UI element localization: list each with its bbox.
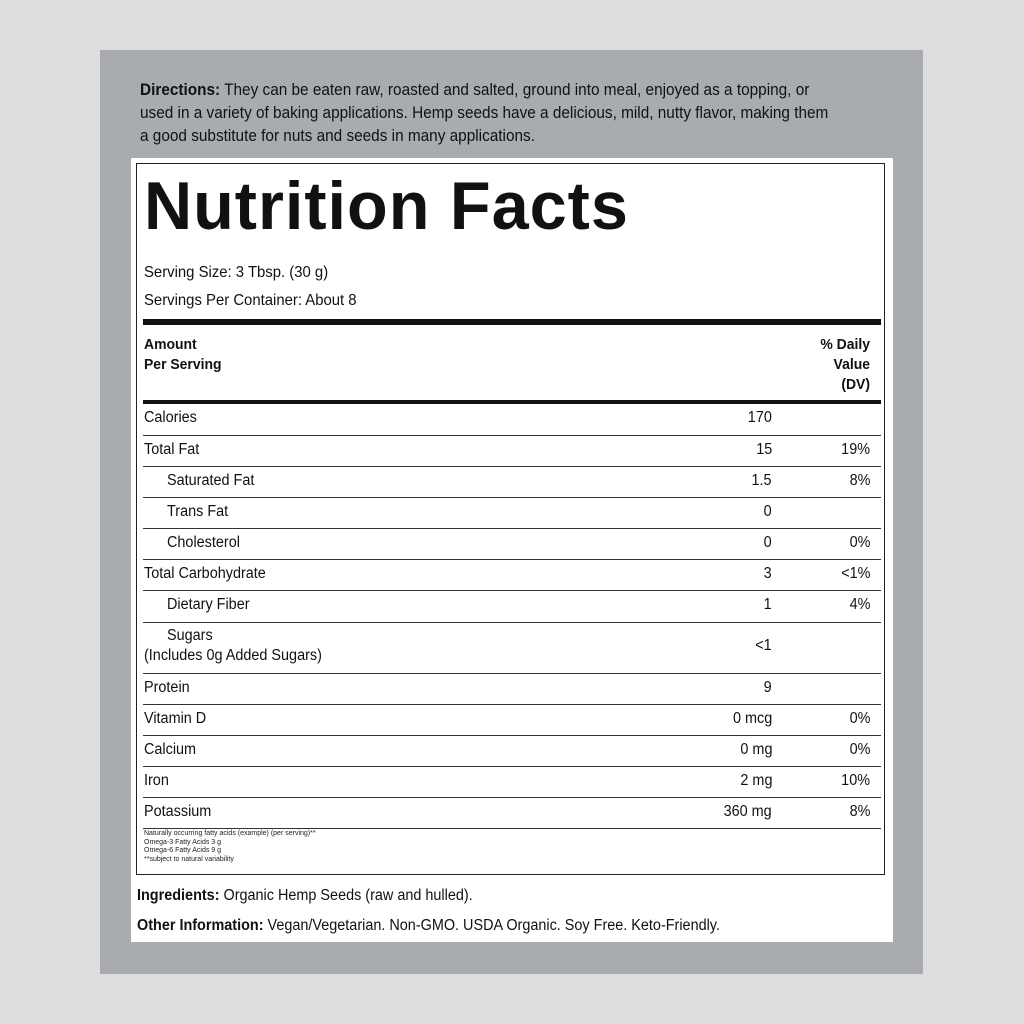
nutrient-row — [143, 436, 881, 467]
nutrient-name: Total Fat — [144, 441, 200, 458]
nutrient-amount: 360 mg — [723, 803, 772, 820]
amount-header-line1: Amount — [144, 336, 197, 353]
nutrient-row — [143, 736, 881, 767]
divider-thick — [143, 319, 881, 325]
serving-size: Serving Size: 3 Tbsp. (30 g) — [144, 264, 329, 281]
nutrient-name: Potassium — [144, 803, 212, 820]
nutrient-dv: 8% — [849, 803, 870, 820]
nutrient-row — [143, 798, 881, 829]
nutrient-name: Vitamin D — [144, 710, 207, 727]
directions-label: Directions: — [140, 81, 221, 99]
amount-header-line2: Per Serving — [144, 356, 222, 373]
nutrient-name: Cholesterol — [167, 534, 240, 551]
nutrient-name: Calories — [144, 409, 197, 426]
nutrient-row — [143, 623, 881, 674]
nutrient-dv: 0% — [849, 534, 870, 551]
nutrient-dv: 4% — [849, 596, 870, 613]
nutrient-name: Total Carbohydrate — [144, 565, 266, 582]
nutrient-amount: 1 — [763, 596, 772, 613]
footnote-line: Omega-3 Fatty Acids 3 g — [144, 838, 222, 846]
footnote-line: Naturally occurring fatty acids (example) (per serving)** — [144, 830, 316, 837]
nutrient-amount: 9 — [763, 679, 772, 696]
nutrient-name: Trans Fat — [167, 503, 229, 520]
nutrient-row — [143, 674, 881, 705]
nutrient-amount: 0 — [763, 534, 772, 551]
nutrient-dv: 0% — [849, 741, 870, 758]
dv-header-line1: % Daily — [820, 336, 870, 353]
nutrient-row — [143, 529, 881, 560]
nutrient-name: Saturated Fat — [167, 472, 255, 489]
nutrient-dv: <1% — [840, 565, 870, 582]
directions-text — [140, 79, 839, 148]
daily-value-header — [796, 335, 870, 395]
dv-header-line2: Value — [833, 356, 870, 373]
amount-per-serving-header — [144, 335, 222, 375]
nutrient-row — [143, 705, 881, 736]
ingredients-text — [137, 886, 473, 906]
nutrient-name: Calcium — [144, 741, 197, 758]
nutrient-name: Protein — [144, 679, 190, 696]
nutrient-name-note: (Includes 0g Added Sugars) — [144, 647, 322, 664]
dv-header-line3: (DV) — [841, 376, 870, 393]
nutrient-row — [143, 591, 881, 623]
nutrition-facts-title: Nutrition Facts — [144, 168, 629, 244]
nutrient-row — [143, 467, 881, 498]
nutrient-amount: 0 mg — [739, 741, 772, 758]
nutrient-amount: 170 — [747, 409, 772, 426]
nutrient-amount: 3 — [763, 565, 772, 582]
nutrient-amount: 15 — [755, 441, 772, 458]
nutrient-amount: 2 mg — [739, 772, 772, 789]
nutrient-dv: 0% — [849, 710, 870, 727]
nutrient-amount: 0 mcg — [732, 710, 772, 727]
directions-body: They can be eaten raw, roasted and salted, ground into meal, enjoyed as a topping, or used in a variety of baking applications. Hemp seeds have a delicious, mild, nutty flavor, making them a good substitute for nuts and seeds in many applications. — [140, 81, 829, 145]
other-information-body: Vegan/Vegetarian. Non-GMO. USDA Organic. Soy Free. Keto-Friendly. — [263, 917, 720, 934]
nutrient-amount: <1 — [755, 637, 772, 654]
nutrient-row — [143, 767, 881, 798]
nutrient-amount: 0 — [763, 503, 772, 520]
nutrient-row — [143, 560, 881, 591]
ingredients-body: Organic Hemp Seeds (raw and hulled). — [219, 887, 473, 904]
other-information-label: Other Information: — [137, 917, 264, 934]
nutrient-name: Dietary Fiber — [167, 596, 250, 613]
nutrient-row — [143, 404, 881, 436]
footnote-line: **subject to natural variability — [144, 855, 234, 863]
nutrient-amount: 1.5 — [751, 472, 772, 489]
nutrient-row — [143, 498, 881, 529]
other-information-text — [137, 916, 720, 936]
nutrient-dv: 8% — [849, 472, 870, 489]
footnote — [144, 830, 316, 864]
ingredients-label: Ingredients: — [137, 887, 220, 904]
servings-per-container: Servings Per Container: About 8 — [144, 292, 357, 309]
nutrient-dv: 10% — [841, 772, 870, 789]
nutrient-name: Sugars — [167, 627, 213, 644]
nutrient-dv: 19% — [841, 441, 870, 458]
nutrient-name: Iron — [144, 772, 169, 789]
footnote-line: Omega-6 Fatty Acids 9 g — [144, 847, 222, 854]
